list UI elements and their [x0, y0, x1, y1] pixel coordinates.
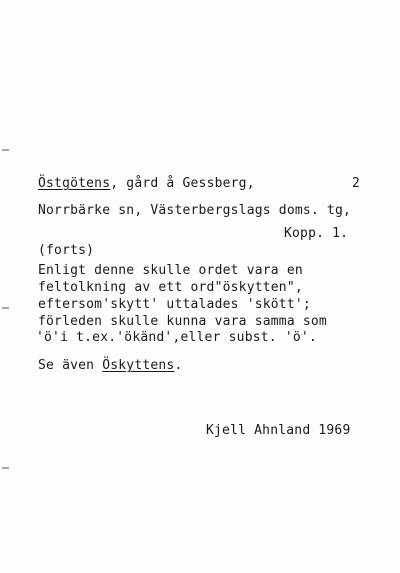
body-line: eftersom'skytt' uttalades 'skött'; — [38, 297, 311, 312]
see-also-line — [38, 358, 183, 374]
kopp-line: Kopp. 1. — [284, 226, 349, 241]
card-edge-marks — [0, 0, 10, 573]
see-also-prefix: Se även — [38, 358, 103, 373]
heading-rest: , gård å Gessberg, — [110, 176, 255, 191]
body-line: 'ö'i t.ex.'ökänd',eller subst. 'ö'. — [36, 330, 317, 345]
body-line: Enligt denne skulle ordet vara en — [38, 263, 303, 278]
body-line: förleden skulle kunna vara samma som — [38, 314, 327, 329]
see-also-suffix: . — [174, 358, 183, 373]
heading-line — [38, 176, 255, 192]
see-also-ref: Öskyttens — [102, 358, 175, 373]
parish-line: Norrbärke sn, Västerbergslags doms. tg, — [38, 203, 352, 218]
heading-place: Östgötens — [38, 176, 111, 191]
body-line: feltolkning av ett ord"öskytten", — [38, 280, 303, 295]
signature: Kjell Ahnland 1969 — [206, 423, 351, 438]
forts-line: (forts) — [38, 243, 95, 258]
card-number: 2 — [352, 176, 361, 191]
